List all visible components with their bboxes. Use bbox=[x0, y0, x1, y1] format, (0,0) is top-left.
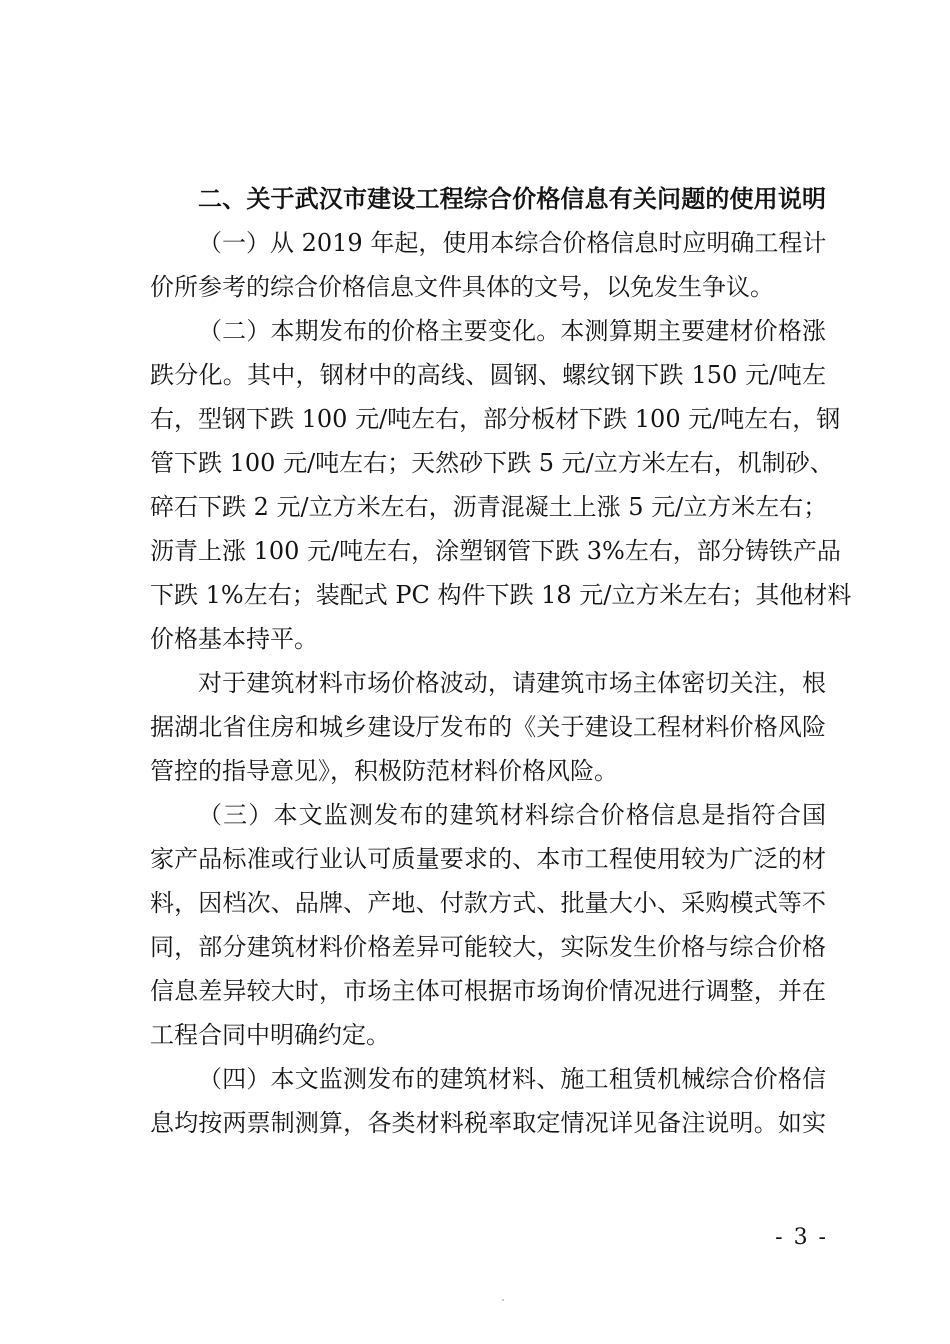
paragraph-4-line-4: 同，部分建筑材料价格差异可能较大，实际发生价格与综合价格 bbox=[150, 933, 826, 961]
paragraph-3-line-2: 据湖北省住房和城乡建设厅发布的《关于建设工程材料价格风险 bbox=[150, 713, 826, 741]
paragraph-1-line-2: 价所参考的综合价格信息文件具体的文号，以免发生争议。 bbox=[150, 273, 774, 301]
paragraph-2-line-1: （二）本期发布的价格主要变化。本测算期主要建材价格涨 bbox=[198, 317, 826, 345]
page-number: - 3 - bbox=[775, 1225, 828, 1250]
paragraph-2-line-7: 下跌 1%左右；装配式 PC 构件下跌 18 元/立方米左右；其他材料 bbox=[150, 581, 852, 609]
paragraph-5-line-2: 息均按两票制测算，各类材料税率取定情况详见备注说明。如实 bbox=[150, 1109, 826, 1137]
paragraph-1-line-1: （一）从 2019 年起，使用本综合价格信息时应明确工程计 bbox=[198, 229, 827, 257]
paragraph-4-line-5: 信息差异较大时，市场主体可根据市场询价情况进行调整，并在 bbox=[150, 977, 826, 1005]
paragraph-2-line-8: 价格基本持平。 bbox=[150, 625, 318, 653]
paragraph-2-line-4: 管下跌 100 元/吨左右；天然砂下跌 5 元/立方米左右，机制砂、 bbox=[150, 449, 834, 477]
paragraph-4-line-1: （三）本文监测发布的建筑材料综合价格信息是指符合国 bbox=[198, 801, 826, 829]
scan-speck bbox=[502, 1299, 504, 1301]
paragraph-3-line-1: 对于建筑材料市场价格波动，请建筑市场主体密切关注，根 bbox=[198, 669, 826, 697]
paragraph-4-line-6: 工程合同中明确约定。 bbox=[150, 1021, 390, 1049]
paragraph-2-line-6: 沥青上涨 100 元/吨左右，涂塑钢管下跌 3%左右，部分铸铁产品 bbox=[150, 537, 841, 565]
paragraph-2-line-5: 碎石下跌 2 元/立方米左右，沥青混凝土上涨 5 元/立方米左右； bbox=[150, 493, 828, 521]
paragraph-2-line-3: 右，型钢下跌 100 元/吨左右，部分板材下跌 100 元/吨左右，钢 bbox=[150, 405, 841, 433]
paragraph-5-line-1: （四）本文监测发布的建筑材料、施工租赁机械综合价格信 bbox=[198, 1065, 826, 1093]
paragraph-4-line-3: 料，因档次、品牌、产地、付款方式、批量大小、采购模式等不 bbox=[150, 889, 826, 917]
paragraph-4-line-2: 家产品标准或行业认可质量要求的、本市工程使用较为广泛的材 bbox=[150, 845, 826, 873]
section-heading: 二、关于武汉市建设工程综合价格信息有关问题的使用说明 bbox=[198, 185, 826, 213]
paragraph-2-line-2: 跌分化。其中，钢材中的高线、圆钢、螺纹钢下跌 150 元/吨左 bbox=[150, 361, 826, 389]
paragraph-3-line-3: 管控的指导意见》，积极防范材料价格风险。 bbox=[150, 757, 618, 785]
